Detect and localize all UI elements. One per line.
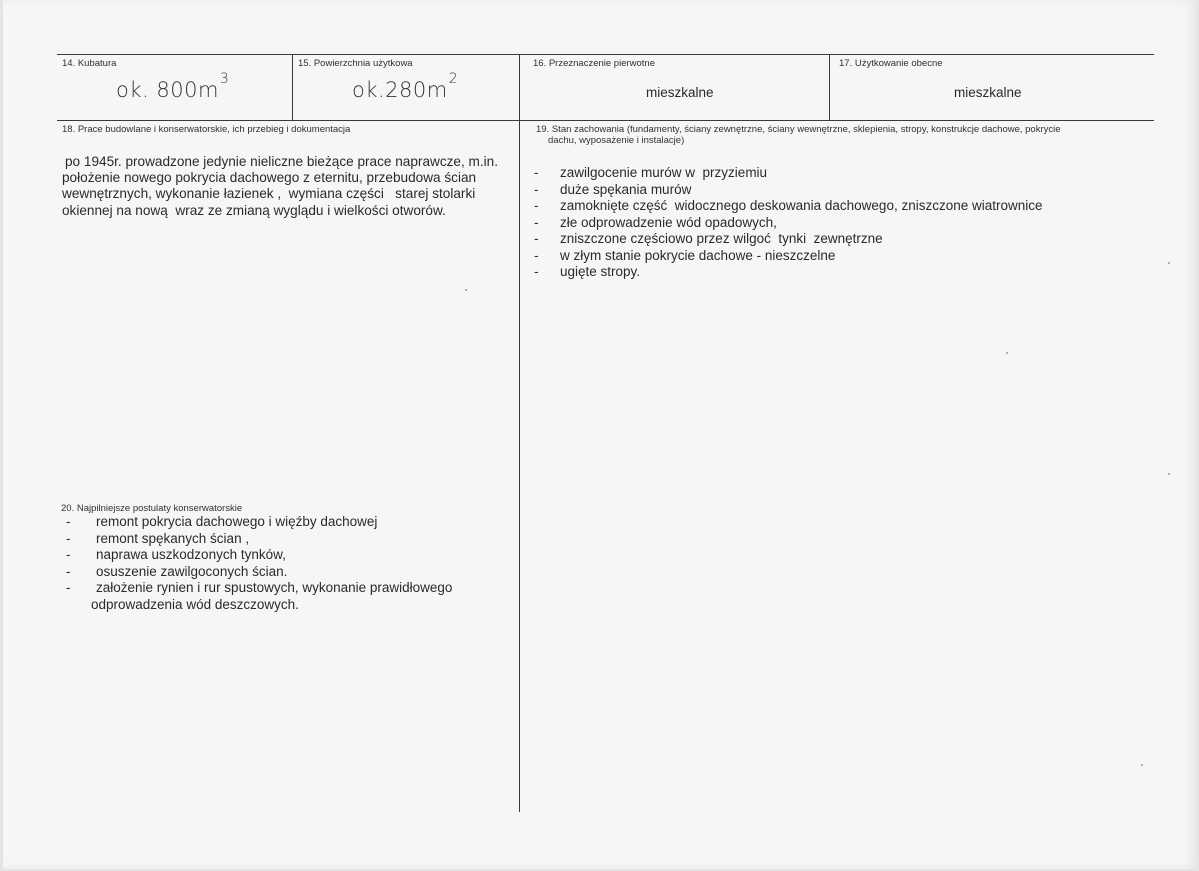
list-item	[534, 182, 1043, 199]
list-item-text: założenie rynien i rur spustowych, wykonanie prawidłowego	[96, 580, 453, 595]
dash-bullet: -	[534, 198, 539, 213]
list-item-continuation	[66, 597, 452, 614]
postulaty-label: 20. Najpilniejsze postulaty konserwatorskie	[61, 503, 243, 514]
scan-speck	[1168, 473, 1170, 475]
powierzchnia-value-exponent: 2	[448, 71, 459, 87]
middle-rule	[57, 120, 1154, 121]
uzytkowanie-label: 17. Użytkowanie obecne	[839, 58, 943, 69]
divider-14-15	[292, 54, 293, 121]
list-item-text: osuszenie zawilgoconych ścian.	[96, 563, 288, 579]
uzytkowanie-value: mieszkalne	[954, 85, 1022, 100]
list-item-text: w złym stanie pokrycie dachowe - nieszczelne	[560, 247, 836, 263]
dash-bullet: -	[534, 247, 539, 263]
prace-text	[62, 154, 522, 219]
postulaty-list	[66, 514, 452, 613]
scan-speck	[1168, 262, 1170, 264]
prace-line: wewnętrznych, wykonanie łazienek , wymiana części starej stolarki	[62, 186, 476, 202]
dash-bullet: -	[534, 231, 539, 246]
powierzchnia-value-main: ok.280m	[352, 78, 448, 102]
list-item-text: duże spękania murów	[560, 181, 692, 197]
list-item	[534, 248, 1043, 265]
list-item	[534, 264, 1043, 281]
stan-label-line: 19. Stan zachowania (fundamenty, ściany zewnętrzne, ściany wewnętrzne, sklepienia, stropy, konstrukcje dachowe, pokrycie	[536, 124, 1061, 135]
list-item-text: odprowadzenia wód deszczowych.	[91, 596, 299, 612]
list-item	[66, 547, 452, 564]
list-item-text: ugięte stropy.	[560, 264, 641, 279]
dash-bullet: -	[534, 165, 539, 180]
prace-label: 18. Prace budowlane i konserwatorskie, ich przebieg i dokumentacja	[62, 124, 351, 135]
list-item-text: zamoknięte część widocznego deskowania dachowego, zniszczone wiatrownice	[560, 198, 1043, 213]
dash-bullet: -	[534, 264, 539, 279]
list-item	[534, 165, 1043, 182]
dash-bullet: -	[66, 514, 71, 529]
przeznaczenie-label: 16. Przeznaczenie pierwotne	[533, 58, 655, 69]
list-item-text: naprawa uszkodzonych tynków,	[96, 547, 286, 562]
list-item	[66, 580, 452, 597]
dash-bullet: -	[534, 181, 539, 197]
kubatura-label: 14. Kubatura	[62, 58, 117, 69]
kubatura-value-main: ok. 800m	[116, 78, 219, 102]
top-rule	[57, 54, 1154, 55]
scan-speck	[1141, 764, 1143, 766]
prace-line: po 1945r. prowadzone jedynie nieliczne bieżące prace naprawcze, m.in.	[65, 154, 498, 169]
divider-16-17	[829, 54, 830, 121]
stan-label-line: dachu, wyposażenie i instalacje)	[548, 135, 685, 146]
prace-line: położenie nowego pokrycia dachowego z eternitu, przebudowa ścian	[62, 170, 477, 186]
list-item-text: zawilgocenie murów w przyziemiu	[560, 165, 768, 180]
list-item-text: złe odprowadzenie wód opadowych,	[560, 214, 777, 230]
stan-label	[536, 124, 1061, 146]
powierzchnia-value	[352, 71, 459, 102]
list-item	[534, 198, 1043, 215]
list-item	[534, 215, 1043, 232]
przeznaczenie-value: mieszkalne	[646, 85, 714, 100]
powierzchnia-label: 15. Powierzchnia użytkowa	[298, 58, 413, 69]
kubatura-value	[116, 71, 230, 102]
dash-bullet: -	[534, 214, 539, 230]
scan-speck	[465, 289, 467, 291]
list-item	[534, 231, 1043, 248]
list-item	[66, 531, 452, 548]
list-item	[66, 564, 452, 581]
dash-bullet: -	[66, 563, 71, 579]
list-item-text: remont pokrycia dachowego i więźby dachowej	[96, 514, 378, 529]
kubatura-value-exponent: 3	[219, 71, 230, 87]
list-item-text: zniszczone częściowo przez wilgoć tynki zewnętrzne	[560, 231, 883, 246]
dash-bullet: -	[66, 530, 71, 546]
scan-speck	[1006, 352, 1008, 354]
dash-bullet: -	[66, 580, 71, 595]
list-item-text: remont spękanych ścian ,	[96, 530, 250, 546]
list-item	[66, 514, 452, 531]
prace-line: okiennej na nową wraz ze zmianą wyglądu i wielkości otworów.	[62, 202, 446, 218]
dash-bullet: -	[66, 547, 71, 562]
stan-list	[534, 165, 1043, 281]
